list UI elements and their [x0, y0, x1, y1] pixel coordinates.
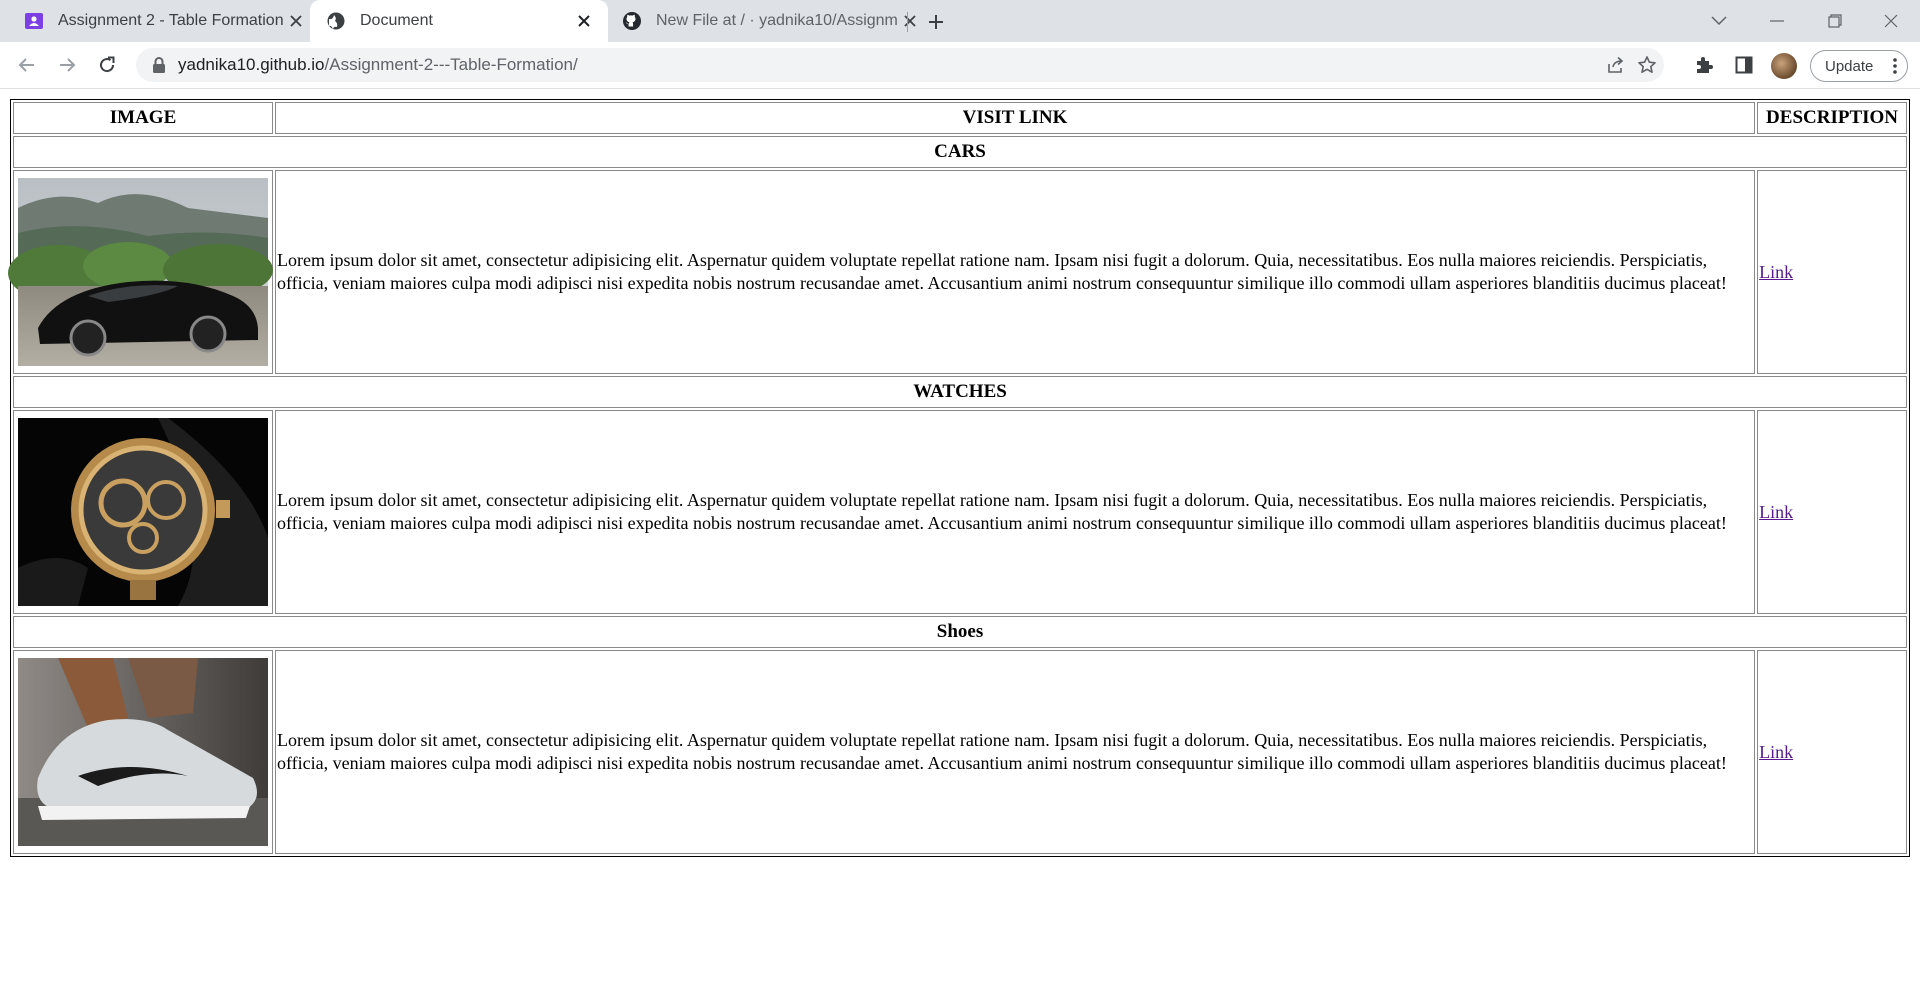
image-cell — [13, 650, 273, 854]
description-text: Lorem ipsum dolor sit amet, consectetur adipisicing elit. Aspernatur quidem voluptate repellat ratione nam. Ipsam nisi fugit a dolorum. Quia, necessitatibus. Eos nulla maiores reiciendis. Perspiciatis, officia, veniam maiores culpa modi adipisci nisi expedita nobis nostrum recusandae amet. Accusantium animi nostrum consequuntur similique illo commodi ullam asperiores blanditiis ducimus placeat! — [275, 650, 1755, 854]
tab-separator — [907, 12, 908, 32]
car-photo — [18, 178, 268, 366]
share-button[interactable] — [1604, 53, 1628, 77]
star-icon — [1637, 55, 1657, 75]
link-cell — [1757, 410, 1907, 614]
header-image: IMAGE — [13, 102, 273, 134]
visit-link-watches[interactable]: Link — [1759, 501, 1794, 522]
page-content — [0, 89, 1920, 983]
section-row-cars — [13, 136, 1907, 168]
lock-icon[interactable] — [150, 56, 168, 74]
image-cell — [13, 170, 273, 374]
table-row — [13, 170, 1907, 374]
arrow-right-icon — [58, 56, 76, 74]
tab-strip — [0, 0, 1920, 42]
visit-link-shoes[interactable]: Link — [1759, 741, 1794, 762]
github-icon — [622, 11, 642, 31]
header-row — [13, 102, 1907, 134]
classroom-icon — [24, 11, 44, 31]
tab-title: Assignment 2 - Table Formation — [58, 12, 284, 29]
reload-button[interactable] — [93, 51, 121, 79]
update-label: Update — [1825, 57, 1874, 75]
arrow-left-icon — [18, 56, 36, 74]
section-row-watches — [13, 376, 1907, 408]
image-cell — [13, 410, 273, 614]
reload-icon — [98, 56, 116, 74]
close-tab-icon[interactable] — [284, 9, 308, 33]
link-cell — [1757, 170, 1907, 374]
close-window-button[interactable] — [1862, 0, 1920, 42]
more-vert-icon — [1893, 57, 1897, 75]
visit-link-cars[interactable]: Link — [1759, 261, 1794, 282]
restore-icon — [1828, 14, 1842, 28]
section-title: CARS — [13, 136, 1907, 168]
tab-document[interactable] — [310, 0, 608, 42]
side-panel-icon — [1735, 56, 1753, 74]
minimize-icon — [1770, 20, 1784, 22]
new-tab-button[interactable] — [922, 8, 950, 36]
minimize-button[interactable] — [1748, 0, 1806, 42]
url-host: yadnika10.github.io — [178, 55, 325, 74]
puzzle-icon — [1694, 55, 1714, 75]
description-text: Lorem ipsum dolor sit amet, consectetur adipisicing elit. Aspernatur quidem voluptate repellat ratione nam. Ipsam nisi fugit a dolorum. Quia, necessitatibus. Eos nulla maiores reiciendis. Perspiciatis, officia, veniam maiores culpa modi adipisci nisi expedita nobis nostrum recusandae amet. Accusantium animi nostrum consequuntur similique illo commodi ullam asperiores blanditiis ducimus placeat! — [275, 170, 1755, 374]
side-panel-button[interactable] — [1732, 53, 1756, 77]
profile-avatar[interactable] — [1771, 53, 1797, 79]
url-text[interactable] — [178, 48, 578, 82]
back-button[interactable] — [13, 51, 41, 79]
plus-icon — [927, 13, 945, 31]
close-tab-icon[interactable] — [898, 9, 922, 33]
watch-photo — [18, 418, 268, 606]
url-path: /Assignment-2---Table-Formation/ — [324, 55, 578, 74]
restore-button[interactable] — [1806, 0, 1864, 42]
section-row-shoes — [13, 616, 1907, 648]
link-cell — [1757, 650, 1907, 854]
tab-title: New File at / · yadnika10/Assignm — [656, 12, 898, 29]
globe-icon — [326, 11, 346, 31]
table-row — [13, 410, 1907, 614]
address-bar[interactable] — [136, 48, 1664, 82]
content-table — [10, 99, 1910, 857]
forward-button[interactable] — [53, 51, 81, 79]
table-row — [13, 650, 1907, 854]
close-tab-icon[interactable] — [572, 9, 596, 33]
extensions-button[interactable] — [1692, 53, 1716, 77]
share-icon — [1606, 56, 1626, 74]
update-button[interactable] — [1810, 50, 1908, 82]
tab-title: Document — [360, 12, 433, 29]
shoe-photo — [18, 658, 268, 846]
close-icon — [1884, 14, 1898, 28]
section-title: Shoes — [13, 616, 1907, 648]
section-title: WATCHES — [13, 376, 1907, 408]
tab-assignment[interactable] — [0, 0, 306, 42]
description-text: Lorem ipsum dolor sit amet, consectetur adipisicing elit. Aspernatur quidem voluptate repellat ratione nam. Ipsam nisi fugit a dolorum. Quia, necessitatibus. Eos nulla maiores reiciendis. Perspiciatis, officia, veniam maiores culpa modi adipisci nisi expedita nobis nostrum recusandae amet. Accusantium animi nostrum consequuntur similique illo commodi ullam asperiores blanditiis ducimus placeat! — [275, 410, 1755, 614]
browser-toolbar — [0, 42, 1920, 89]
header-visit-link: VISIT LINK — [275, 102, 1755, 134]
bookmark-button[interactable] — [1635, 53, 1659, 77]
tab-search-button[interactable] — [1690, 0, 1748, 42]
tab-github[interactable] — [610, 0, 906, 42]
header-description: DESCRIPTION — [1757, 102, 1907, 134]
chevron-down-icon — [1711, 16, 1727, 26]
